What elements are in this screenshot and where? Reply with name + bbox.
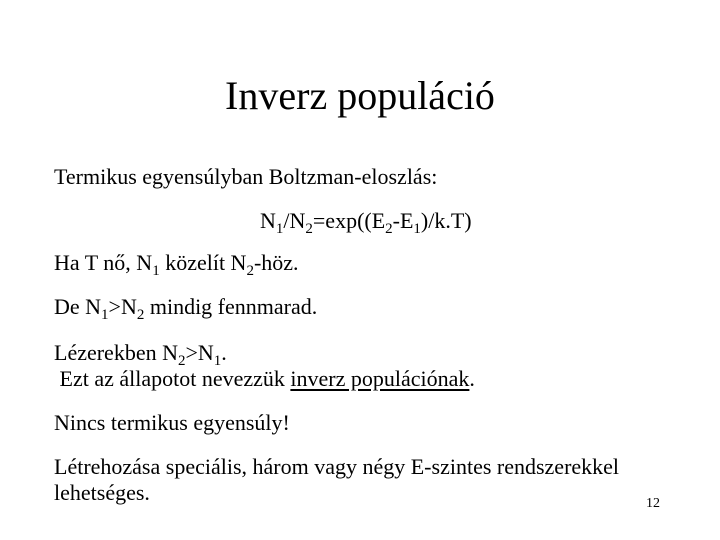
text-line-possible: lehetséges. xyxy=(54,480,150,505)
subscript: 2 xyxy=(246,263,254,279)
subscript: 1 xyxy=(101,307,109,323)
formula-subscript: 1 xyxy=(275,221,284,237)
formula-part: )/k.T) xyxy=(420,208,472,233)
text-line-inverse-definition xyxy=(54,366,475,392)
formula-part: N xyxy=(260,208,276,233)
text-part: . xyxy=(469,366,475,391)
text-line-lasers xyxy=(54,340,227,369)
text-line-no-equilibrium: Nincs termikus egyensúly! xyxy=(54,410,290,435)
subscript: 1 xyxy=(213,353,222,369)
formula-part: -E xyxy=(392,208,414,233)
formula-subscript: 1 xyxy=(413,221,421,237)
text-part: De N xyxy=(54,294,102,319)
formula-subscript: 2 xyxy=(385,221,393,237)
text-line-creation: Létrehozása speciális, három vagy négy E-szintes rendszerekkel xyxy=(54,454,620,479)
text-part: >N xyxy=(185,340,214,365)
subscript: 2 xyxy=(177,353,186,369)
subscript: 1 xyxy=(152,263,160,279)
inverse-population-term: inverz populációnak xyxy=(290,366,470,391)
text-part: Ha T nő, N xyxy=(54,250,153,275)
text-part: . xyxy=(221,340,227,365)
text-line-boltzmann: Termikus egyensúlyban Boltzman-eloszlás: xyxy=(54,164,438,189)
formula-boltzmann xyxy=(260,208,472,237)
slide-title: Inverz populáció xyxy=(225,73,495,118)
formula-subscript: 2 xyxy=(305,221,313,237)
subscript: 2 xyxy=(136,307,145,323)
formula-part: =exp((E xyxy=(312,208,386,233)
page-number: 12 xyxy=(646,496,660,511)
formula-part: /N xyxy=(283,208,306,233)
text-part: Lézerekben N xyxy=(54,340,178,365)
text-part: mindig fennmarad. xyxy=(144,294,318,319)
text-part: >N xyxy=(108,294,137,319)
text-line-persists xyxy=(54,294,318,323)
text-line-temperature xyxy=(54,250,299,279)
text-part: közelít N xyxy=(159,250,247,275)
text-part: Ezt az állapotot nevezzük xyxy=(54,366,291,391)
text-part: -höz. xyxy=(253,250,299,275)
